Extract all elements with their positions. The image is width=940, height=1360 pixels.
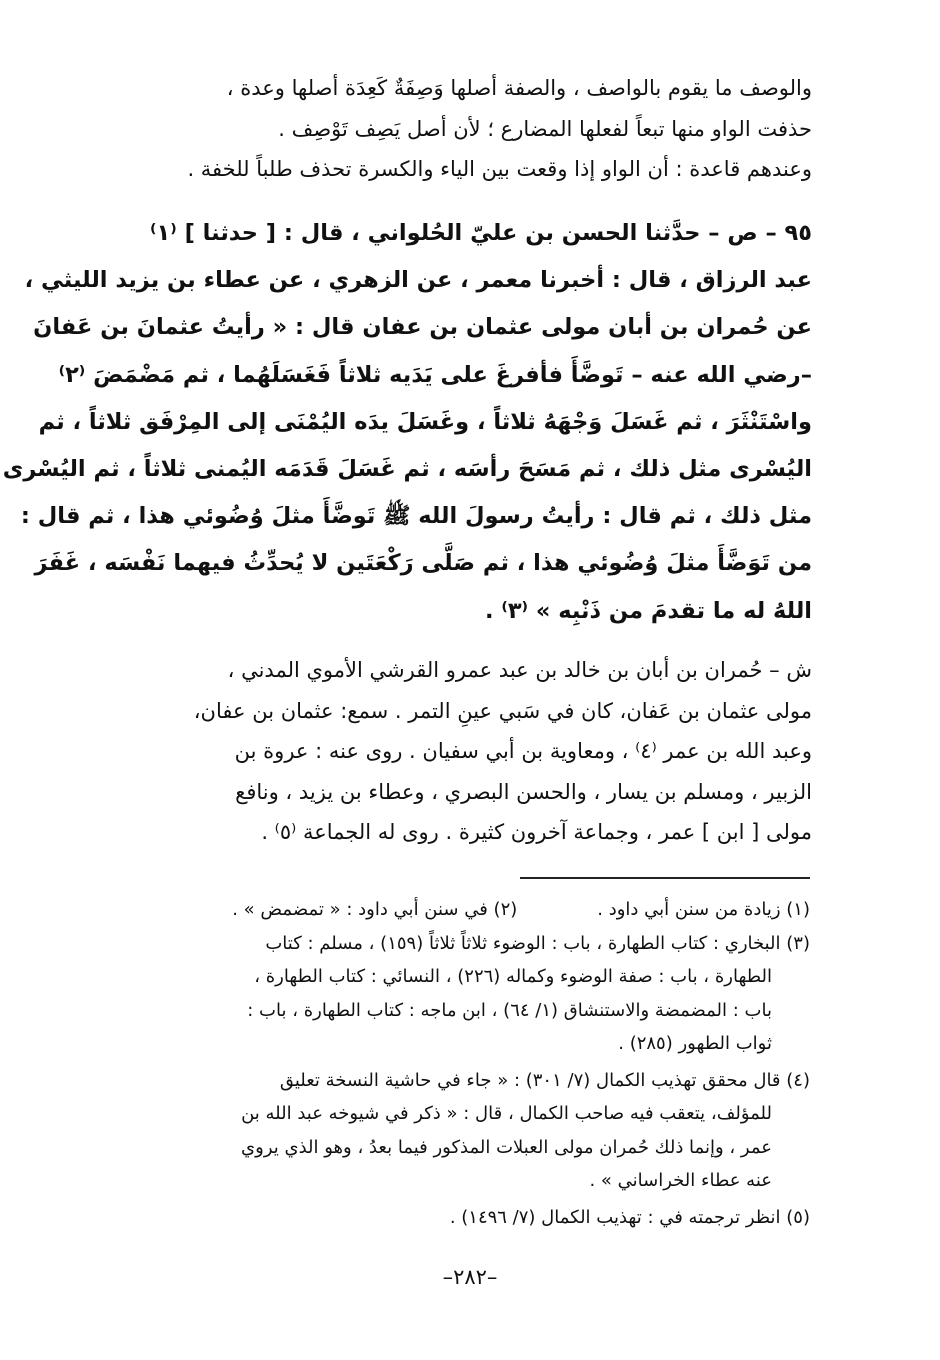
text-line: مولى عثمان بن عَفان، كان في سَبي عينِ التمر . سمع: عثمان بن عفان، (193, 698, 812, 723)
hadith-line: من تَوَضَّأَ مثلَ وُضُوئي هذا ، ثم صَلَّى رَكْعَتَين لا يُحدِّثُ فيهما نَفْسَه ، غَفَرَ (34, 550, 812, 577)
page-number: –٢٨٢– (442, 1265, 498, 1289)
text-line: حذفت الواو منها تبعاً لفعلها المضارع ؛ لأن أصل يَصِف تَوْصِف . (278, 116, 812, 141)
footnote-line: ثواب الطهور (٢٨٥) . (618, 1033, 772, 1054)
hadith-line: واسْتَنْثَرَ ، ثم غَسَلَ وَجْهَهُ ثلاثاً ، وغَسَلَ يدَه اليُمْنَى إلى المِرْفَق ثلاثاً ، ثم (38, 408, 812, 435)
hadith-line: اللهُ له ما تقدمَ من ذَنْبِه » ⁽٣⁾ . (484, 597, 812, 624)
text-line: الزبير ، ومسلم بن يسار ، والحسن البصري ، وعطاء بن يزيد ، ونافع (235, 779, 812, 804)
footnote-line: عمر ، وإنما ذلك حُمران مولى العبلات المذكور فيما بعدُ ، وهو الذي يروي (241, 1136, 772, 1158)
hadith-line: مثل ذلك ، ثم قال : رأيتُ رسولَ الله ﷺ تَوضَّأَ مثلَ وُضُوئي هذا ، ثم قال : (20, 503, 812, 530)
hadith-line: –رضي الله عنه – تَوضَّأَ فأفرغَ على يَدَيه ثلاثاً فَغَسَلَهُما ، ثم مَضْمَضَ ⁽٢⁾ (58, 361, 812, 388)
footnote-line: باب : المضمضة والاستنشاق (١/ ٦٤) ، ابن ماجه : كتاب الطهارة ، باب : (247, 999, 772, 1021)
text-line: مولى [ ابن ] عمر ، وجماعة آخرون كثيرة . روى له الجماعة ⁽٥⁾ . (261, 820, 812, 844)
footnote-5: (٥) انظر ترجمته في : تهذيب الكمال (٧/ ١٤٩٦) . (449, 1206, 810, 1228)
footnote-separator (520, 877, 810, 879)
footnote-line: (٤) قال محقق تهذيب الكمال (٧/ ٣٠١) : « جاء في حاشية النسخة تعليق (279, 1069, 810, 1091)
hadith-line: اليُسْرى مثل ذلك ، ثم مَسَحَ رأسَه ، ثم غَسَلَ قَدَمَه اليُمنى ثلاثاً ، ثم اليُسْرى (2, 456, 812, 483)
text-line: وعندهم قاعدة : أن الواو إذا وقعت بين الياء والكسرة تحذف طلباً للخفة . (187, 157, 812, 181)
hadith-line: عن حُمران بن أبان مولى عثمان بن عفان قال : « رأيتُ عثمانَ بن عَفانَ (33, 314, 812, 341)
footnote-line: للمؤلف، يتعقب فيه صاحب الكمال ، قال : « ذكر في شيوخه عبد الله بن (241, 1103, 772, 1124)
commentary-paragraph (137, 650, 812, 853)
footnote-line: (٣) البخاري : كتاب الطهارة ، باب : الوضوء ثلاثاً ثلاثاً (١٥٩) ، مسلم : كتاب (265, 932, 810, 954)
footnotes (130, 893, 810, 1234)
text-line: ش – حُمران بن أبان بن خالد بن عبد عمرو القرشي الأموي المدني ، (227, 658, 812, 682)
footnote-2: (٢) في سنن أبي داود : « تمضمض » . (232, 899, 518, 920)
text-line: وعبد الله بن عمر ⁽٤⁾ ، ومعاوية بن أبي سفيان . روى عنه : عروة بن (234, 739, 812, 763)
hadith-line: عبد الرزاق ، قال : أخبرنا معمر ، عن الزهري ، عن عطاء بن يزيد الليثي ، (24, 267, 812, 294)
footnote-4 (130, 1064, 810, 1198)
hadith-line: ٩٥ – ص – حدَّثنا الحسن بن عليّ الحُلواني ، قال : [ حدثنا ] ⁽١⁾ (150, 220, 812, 246)
hadith-text (2, 210, 812, 635)
intro-paragraph (137, 68, 812, 190)
footnote-3 (130, 927, 810, 1061)
text-line: والوصف ما يقوم بالواصف ، والصفة أصلها وَصِفَةٌ كَعِدَة أصلها وعدة ، (226, 76, 812, 100)
footnote-1-2-row (130, 893, 810, 927)
footnote-1: (١) زيادة من سنن أبي داود . (597, 899, 810, 920)
footnote-line: الطهارة ، باب : صفة الوضوء وكماله (٢٢٦) ، النسائي : كتاب الطهارة ، (254, 966, 772, 987)
footnote-line: عنه عطاء الخراساني » . (589, 1170, 772, 1191)
